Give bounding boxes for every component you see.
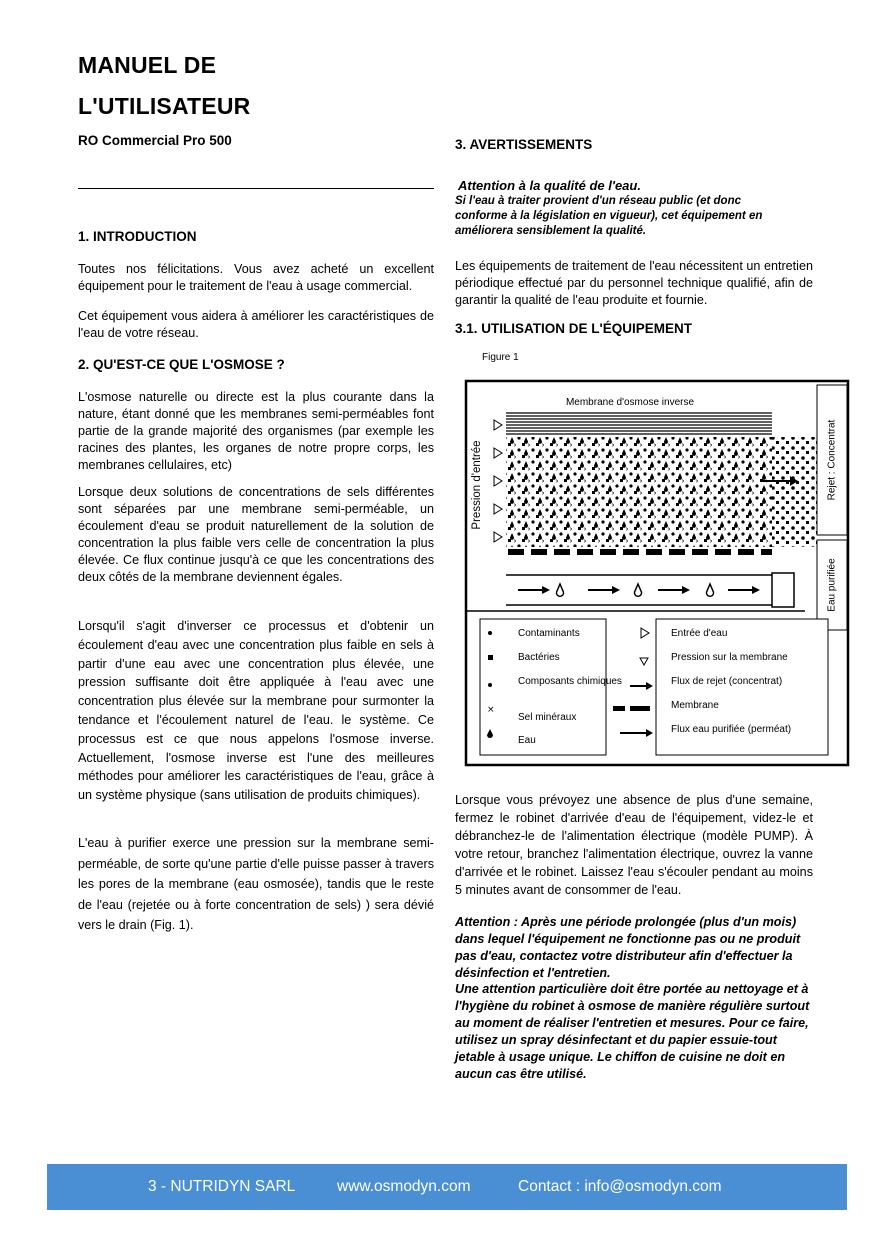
quality-warning-title: Attention à la qualité de l'eau. — [458, 178, 641, 193]
purified-label: Eau purifiée — [826, 558, 838, 612]
footer-company: 3 - NUTRIDYN SARL — [148, 1178, 296, 1195]
legend-water: Eau — [518, 735, 536, 746]
legend-permeate-flow: Flux eau purifiée (perméat) — [671, 724, 792, 735]
osmose-paragraph-4: L'eau à purifier exerce une pression sur la membrane semi-perméable, de sorte qu'une partie d'elle puisse passer à travers les pores de la membrane (eau osmosée), tandis que le reste de l'eau (rejetée ou à forte concentration de sels) ) sera dévié vers le drain (Fig. 1). — [78, 836, 434, 932]
quality-warning-body: Si l'eau à traiter provient d'un réseau public (et donc conforme à la législation en vigueur), cet équipement en améliorera sensiblement la qualité. — [455, 195, 763, 237]
legend-pressure: Pression sur la membrane — [671, 652, 788, 663]
maintenance-paragraph: Les équipements de traitement de l'eau nécessitent un entretien périodique effectué par du personnel technique qualifié, afin de garantir la qualité de l'eau produite et fournie. — [455, 259, 813, 307]
osmosis-diagram — [460, 375, 855, 770]
header-divider — [78, 188, 434, 189]
membrane-label: Membrane d'osmose inverse — [565, 397, 695, 408]
osmose-heading: 2. QU'EST-CE QUE L'OSMOSE ? — [78, 357, 285, 372]
contaminant-area — [506, 437, 772, 547]
legend-chemicals: Composants chimiques — [518, 676, 622, 687]
warnings-heading: 3. AVERTISSEMENTS — [455, 137, 593, 152]
page-title-line2: L'UTILISATEUR — [78, 93, 251, 119]
intro-heading: 1. INTRODUCTION — [78, 229, 197, 244]
osmose-paragraph-3: Lorsqu'il s'agit d'inverser ce processus et d'obtenir un écoulement d'eau avec une concentration plus faible en sels à partir d'une eau avec une concentration plus élevée, une pression suffisante doit être appliquée à l'eau avec une concentration plus élevée sur la membrane pour surmonter la tendance et l'écoulement naturel de l'eau. le système. Ce processus est ce que nous appelons l'osmose inverse. Actuellement, l'osmose inverse est l'une des meilleures méthodes pour améliorer les caractéristiques de l'eau, grâce à un système physique (sans utilisation de produits chimiques). — [78, 619, 434, 803]
intro-paragraph-1: Toutes nos félicitations. Vous avez acheté un excellent équipement pour le traitement de l'eau à usage commercial. — [78, 262, 434, 293]
usage-heading: 3.1. UTILISATION DE L'ÉQUIPEMENT — [455, 321, 692, 336]
legend-water-inlet: Entrée d'eau — [671, 628, 728, 639]
footer-website[interactable]: www.osmodyn.com — [337, 1178, 471, 1195]
legend-minerals: Sel minéraux — [518, 712, 577, 723]
legend-membrane: Membrane — [671, 700, 719, 711]
footer-contact[interactable]: Contact : info@osmodyn.com — [518, 1178, 722, 1195]
osmose-paragraph-2: Lorsque deux solutions de concentrations de sels différentes sont séparées par une membrane semi-perméable, un écoulement d'eau se produit naturellement de la solution de concentration la plus faible vers celle de concentration la plus élevée. Ce flux continue jusqu'à ce que les concentrations des deux côtés de la membrane deviennent égales. — [78, 485, 434, 584]
attention-paragraph-2: Une attention particulière doit être portée au nettoyage et à l'hygiène du robinet à osmose de manière régulière surtout au moment de réaliser l'entretien et mesures. Pour ce faire, utilisez un spray désinfectant et du papier essuie-tout jetable à usage unique. Le chiffon de cuisine ne doit en aucun cas être utilisé. — [455, 982, 810, 1081]
product-name: RO Commercial Pro 500 — [78, 133, 232, 148]
permeate-flow — [518, 584, 760, 596]
figure-caption: Figure 1 — [482, 352, 519, 363]
page-title-line1: MANUEL DE — [78, 52, 217, 78]
absence-paragraph: Lorsque vous prévoyez une absence de plus d'une semaine, fermez le robinet d'arrivée d'eau de l'équipement, videz-le et débranchez-le de l'alimentation électrique (modèle PUMP). À votre retour, branchez l'alimentation électrique, ouvrez la vanne d'arrivée et le robinet. Laissez l'eau s'écouler pendant au moins 5 minutes avant de consommer de l'eau. — [455, 793, 813, 897]
osmose-paragraph-1: L'osmose naturelle ou directe est la plus courante dans la nature, étant donné que les membranes semi-perméables font partie de la grande majorité des organismes (par exemple les racines des plantes, les organes de notre propre corps, les membranes cellulaires, etc) — [78, 390, 434, 472]
attention-paragraph-1: Attention : Après une période prolongée (plus d'un mois) dans lequel l'équipement ne fonctionne pas ou ne produit pas d'eau, contactez votre distributeur afin d'effectuer la désinfection et l'entretien. — [455, 915, 801, 980]
page-footer — [47, 1164, 847, 1210]
reject-label: Rejet : Concentrat — [826, 419, 838, 501]
intro-paragraph-2: Cet équipement vous aidera à améliorer les caractéristiques de l'eau de votre réseau. — [78, 309, 434, 340]
reject-area — [772, 437, 817, 547]
pressure-label: Pression d'entrée — [471, 440, 483, 530]
svg-text:×: × — [487, 705, 495, 715]
legend-contaminants: Contaminants — [518, 628, 580, 639]
inlet-triangles — [494, 420, 502, 542]
legend-reject-flow: Flux de rejet (concentrat) — [671, 676, 783, 687]
legend-bacteria: Bactéries — [518, 652, 560, 663]
membrane-lines — [506, 413, 772, 434]
